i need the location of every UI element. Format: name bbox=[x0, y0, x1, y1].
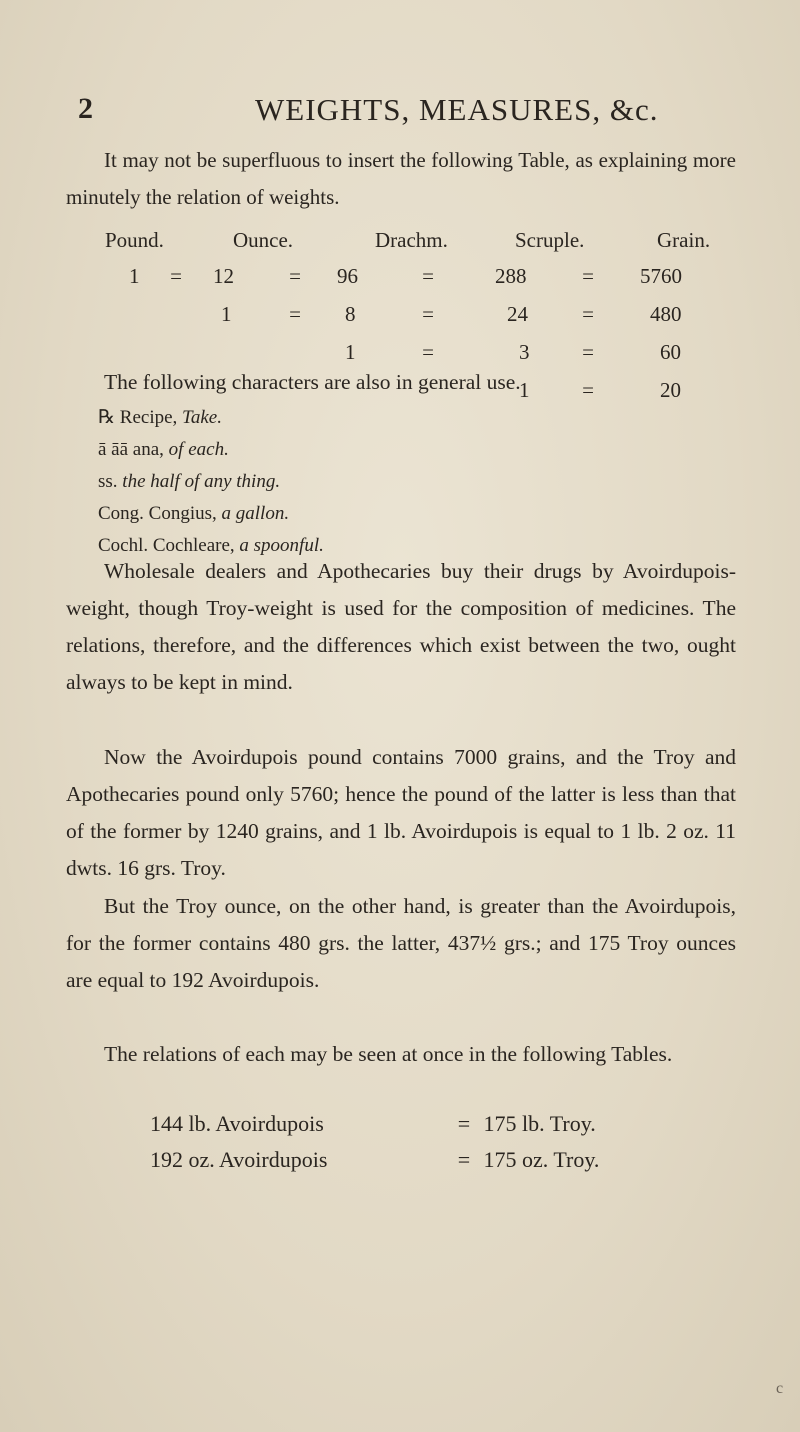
list-item bbox=[98, 498, 324, 530]
cell-ounce: 12 bbox=[213, 264, 234, 288]
table-row bbox=[150, 1142, 599, 1178]
col-drachm: Drachm. bbox=[375, 228, 448, 252]
col-grain: Grain. bbox=[657, 228, 711, 252]
cell-drachm: 8 bbox=[345, 302, 356, 326]
equals-sign: = bbox=[457, 1111, 471, 1136]
cell-scruple: 1 bbox=[519, 378, 530, 402]
col-ounce: Ounce. bbox=[233, 228, 294, 252]
characters-list bbox=[98, 402, 324, 562]
cell-drachm: 1 bbox=[345, 340, 356, 364]
table-row bbox=[150, 1106, 599, 1142]
page-number: 2 bbox=[78, 92, 93, 125]
list-item bbox=[98, 434, 324, 466]
signature-mark: c bbox=[776, 1380, 784, 1397]
character-meaning: a gallon. bbox=[221, 503, 290, 524]
list-item bbox=[98, 466, 324, 498]
cell-pound: 1 bbox=[129, 264, 140, 288]
cell-scruple: 24 bbox=[507, 302, 528, 326]
character-symbol: Cochl. Cochleare, bbox=[98, 535, 235, 556]
equals-sign: = bbox=[289, 302, 301, 326]
col-scruple: Scruple. bbox=[515, 228, 585, 252]
character-symbol: ā āā ana, bbox=[98, 439, 164, 460]
running-head: WEIGHTS, MEASURES, &c. bbox=[255, 92, 659, 127]
equivalence-right: 175 lb. Troy. bbox=[483, 1111, 596, 1136]
cell-ounce: 1 bbox=[221, 302, 232, 326]
cell-scruple: 3 bbox=[519, 340, 530, 364]
cell-grain: 480 bbox=[650, 302, 682, 326]
character-symbol: ℞ Recipe, bbox=[98, 407, 178, 428]
weights-table-header bbox=[105, 228, 745, 264]
cell-grain: 20 bbox=[660, 378, 681, 402]
paragraph-wholesale: Wholesale dealers and Apothecaries buy their drugs by Avoirdupois-weight, though Troy-weight is used for the composition of medicines. The relations, therefore, and the differences which exist between the two, ought always to be kept in mind. bbox=[66, 559, 736, 694]
table-row bbox=[105, 264, 745, 300]
equals-sign: = bbox=[582, 302, 594, 326]
equivalence-tables bbox=[150, 1106, 599, 1178]
equals-sign: = bbox=[170, 264, 182, 288]
equals-sign: = bbox=[422, 264, 434, 288]
equivalence-right: 175 oz. Troy. bbox=[483, 1147, 600, 1172]
characters-intro: The following characters are also in general use. bbox=[104, 370, 521, 394]
character-meaning: of each. bbox=[168, 439, 229, 460]
intro-paragraph: It may not be superfluous to insert the following Table, as explaining more minutely the relation of weights. bbox=[66, 148, 736, 209]
cell-scruple: 288 bbox=[495, 264, 527, 288]
page-header bbox=[0, 92, 800, 132]
character-meaning: Take. bbox=[182, 407, 222, 428]
equals-sign: = bbox=[289, 264, 301, 288]
equivalence-left: 192 oz. Avoirdupois bbox=[150, 1147, 328, 1172]
cell-drachm: 96 bbox=[337, 264, 358, 288]
equals-sign: = bbox=[422, 340, 434, 364]
equals-sign: = bbox=[582, 378, 594, 402]
equivalence-left: 144 lb. Avoirdupois bbox=[150, 1111, 324, 1136]
table-row bbox=[105, 302, 745, 338]
cell-grain: 60 bbox=[660, 340, 681, 364]
list-item bbox=[98, 402, 324, 434]
cell-grain: 5760 bbox=[640, 264, 682, 288]
character-meaning: a spoonful. bbox=[239, 535, 324, 556]
equals-sign: = bbox=[457, 1147, 471, 1172]
paragraph-avoirdupois-pound: Now the Avoirdupois pound contains 7000 grains, and the Troy and Apothecaries pound only 5760; hence the pound of the latter is less than that of the former by 1240 grains, and 1 lb. Avoirdupois is equal to 1 lb. 2 oz. 11 dwts. 16 grs. Troy. bbox=[66, 745, 736, 880]
character-symbol: ss. bbox=[98, 471, 118, 492]
character-meaning: the half of any thing. bbox=[122, 471, 281, 492]
paragraph-troy-ounce: But the Troy ounce, on the other hand, is greater than the Avoirdupois, for the former contains 480 grs. the latter, 437½ grs.; and 175 Troy ounces are equal to 192 Avoirdupois. bbox=[66, 894, 736, 992]
character-symbol: Cong. Congius, bbox=[98, 503, 217, 524]
paragraph-relations: The relations of each may be seen at once in the following Tables. bbox=[104, 1042, 673, 1066]
col-pound: Pound. bbox=[105, 228, 164, 252]
equals-sign: = bbox=[582, 264, 594, 288]
equals-sign: = bbox=[422, 302, 434, 326]
equals-sign: = bbox=[582, 340, 594, 364]
